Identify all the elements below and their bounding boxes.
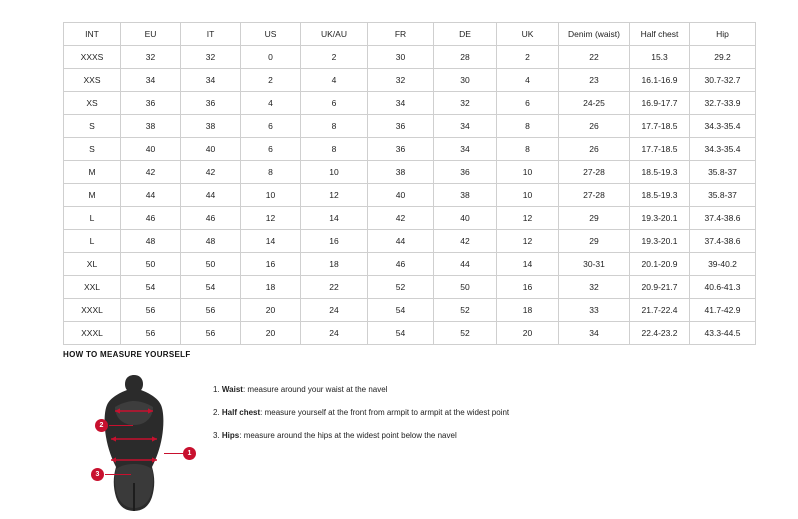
cell-int: XXXS: [64, 46, 121, 69]
cell-uk-au: 14: [301, 207, 368, 230]
cell-us: 14: [241, 230, 301, 253]
cell-us: 6: [241, 115, 301, 138]
cell-hip: 34.3-35.4: [690, 115, 756, 138]
table-row: [64, 138, 756, 161]
cell-fr: 54: [368, 322, 434, 345]
cell-us: 12: [241, 207, 301, 230]
cell-denim-waist: 34: [559, 322, 630, 345]
cell-uk: 8: [497, 115, 559, 138]
cell-it: 50: [181, 253, 241, 276]
cell-uk-au: 18: [301, 253, 368, 276]
cell-us: 10: [241, 184, 301, 207]
cell-eu: 46: [121, 207, 181, 230]
cell-denim-waist: 23: [559, 69, 630, 92]
cell-us: 20: [241, 299, 301, 322]
cell-uk-au: 12: [301, 184, 368, 207]
cell-denim-waist: 26: [559, 138, 630, 161]
column-header-de: DE: [434, 23, 497, 46]
measurement-step-waist: [213, 386, 735, 395]
cell-int: M: [64, 184, 121, 207]
cell-uk: 12: [497, 230, 559, 253]
cell-half-chest: 17.7-18.5: [630, 138, 690, 161]
how-to-measure-body: [63, 373, 735, 513]
cell-it: 36: [181, 92, 241, 115]
cell-fr: 38: [368, 161, 434, 184]
cell-uk: 10: [497, 161, 559, 184]
cell-hip: 39-40.2: [690, 253, 756, 276]
cell-de: 28: [434, 46, 497, 69]
cell-hip: 37.4-38.6: [690, 207, 756, 230]
cell-denim-waist: 24-25: [559, 92, 630, 115]
cell-half-chest: 19.3-20.1: [630, 207, 690, 230]
how-to-measure-section: [63, 350, 735, 513]
table-row: [64, 207, 756, 230]
cell-de: 50: [434, 276, 497, 299]
cell-half-chest: 16.1-16.9: [630, 69, 690, 92]
step-text-hips: : measure around the hips at the widest point below the navel: [239, 430, 457, 440]
cell-us: 6: [241, 138, 301, 161]
column-header-denim-waist: Denim (waist): [559, 23, 630, 46]
cell-denim-waist: 26: [559, 115, 630, 138]
cell-denim-waist: 29: [559, 230, 630, 253]
cell-int: XXL: [64, 276, 121, 299]
cell-denim-waist: 27-28: [559, 161, 630, 184]
cell-de: 40: [434, 207, 497, 230]
cell-it: 54: [181, 276, 241, 299]
table-row: [64, 161, 756, 184]
cell-hip: 41.7-42.9: [690, 299, 756, 322]
cell-fr: 32: [368, 69, 434, 92]
measurement-figure: [63, 373, 213, 513]
cell-eu: 34: [121, 69, 181, 92]
measurement-step-half-chest: [213, 409, 735, 418]
cell-int: L: [64, 230, 121, 253]
cell-hip: 37.4-38.6: [690, 230, 756, 253]
cell-fr: 54: [368, 299, 434, 322]
cell-eu: 56: [121, 299, 181, 322]
step-number-2: 2.: [213, 407, 220, 417]
table-row: [64, 299, 756, 322]
cell-it: 56: [181, 299, 241, 322]
cell-eu: 44: [121, 184, 181, 207]
table-row: [64, 253, 756, 276]
column-header-eu: EU: [121, 23, 181, 46]
cell-half-chest: 16.9-17.7: [630, 92, 690, 115]
cell-de: 42: [434, 230, 497, 253]
cell-hip: 40.6-41.3: [690, 276, 756, 299]
cell-eu: 48: [121, 230, 181, 253]
cell-fr: 40: [368, 184, 434, 207]
cell-us: 4: [241, 92, 301, 115]
step-text-waist: : measure around your waist at the navel: [242, 385, 388, 394]
step-text-half-chest: : measure yourself at the front from armpit to armpit at the widest point: [260, 407, 510, 417]
cell-int: S: [64, 115, 121, 138]
cell-denim-waist: 22: [559, 46, 630, 69]
cell-eu: 32: [121, 46, 181, 69]
table-row: [64, 115, 756, 138]
cell-fr: 36: [368, 138, 434, 161]
column-header-it: IT: [181, 23, 241, 46]
column-header-uk: UK: [497, 23, 559, 46]
cell-uk-au: 10: [301, 161, 368, 184]
cell-eu: 40: [121, 138, 181, 161]
cell-us: 16: [241, 253, 301, 276]
cell-int: XXXL: [64, 322, 121, 345]
column-header-us: US: [241, 23, 301, 46]
cell-uk: 4: [497, 69, 559, 92]
cell-uk: 2: [497, 46, 559, 69]
cell-uk-au: 24: [301, 322, 368, 345]
cell-it: 38: [181, 115, 241, 138]
cell-half-chest: 18.5-19.3: [630, 161, 690, 184]
callout-marker-2: 2: [95, 419, 108, 432]
column-header-hip: Hip: [690, 23, 756, 46]
cell-hip: 35.8-37: [690, 184, 756, 207]
cell-de: 34: [434, 115, 497, 138]
cell-us: 0: [241, 46, 301, 69]
cell-it: 34: [181, 69, 241, 92]
cell-fr: 52: [368, 276, 434, 299]
cell-de: 52: [434, 299, 497, 322]
table-row: [64, 92, 756, 115]
callout-leader-2: [109, 425, 133, 426]
callout-leader-3: [105, 474, 131, 475]
column-header-half-chest: Half chest: [630, 23, 690, 46]
table-row: [64, 230, 756, 253]
cell-uk-au: 24: [301, 299, 368, 322]
cell-it: 48: [181, 230, 241, 253]
cell-hip: 29.2: [690, 46, 756, 69]
cell-half-chest: 20.9-21.7: [630, 276, 690, 299]
cell-fr: 30: [368, 46, 434, 69]
column-header-uk-au: UK/AU: [301, 23, 368, 46]
cell-fr: 44: [368, 230, 434, 253]
cell-de: 44: [434, 253, 497, 276]
step-number-1: 1.: [213, 385, 220, 394]
cell-denim-waist: 27-28: [559, 184, 630, 207]
cell-int: XXXL: [64, 299, 121, 322]
cell-eu: 42: [121, 161, 181, 184]
step-number-3: 3.: [213, 430, 220, 440]
cell-uk: 8: [497, 138, 559, 161]
cell-uk-au: 6: [301, 92, 368, 115]
cell-int: L: [64, 207, 121, 230]
cell-uk-au: 8: [301, 115, 368, 138]
table-row: [64, 69, 756, 92]
cell-uk: 10: [497, 184, 559, 207]
cell-it: 42: [181, 161, 241, 184]
cell-int: S: [64, 138, 121, 161]
step-term-hips: Hips: [221, 430, 240, 440]
cell-uk: 20: [497, 322, 559, 345]
cell-hip: 34.3-35.4: [690, 138, 756, 161]
cell-denim-waist: 30-31: [559, 253, 630, 276]
cell-it: 56: [181, 322, 241, 345]
table-row: [64, 322, 756, 345]
cell-half-chest: 21.7-22.4: [630, 299, 690, 322]
table-row: [64, 276, 756, 299]
cell-half-chest: 20.1-20.9: [630, 253, 690, 276]
cell-hip: 32.7-33.9: [690, 92, 756, 115]
column-header-int: INT: [64, 23, 121, 46]
step-term-waist: Waist: [221, 385, 243, 394]
cell-half-chest: 19.3-20.1: [630, 230, 690, 253]
cell-uk: 6: [497, 92, 559, 115]
cell-uk-au: 8: [301, 138, 368, 161]
cell-eu: 36: [121, 92, 181, 115]
cell-fr: 42: [368, 207, 434, 230]
cell-de: 30: [434, 69, 497, 92]
cell-us: 20: [241, 322, 301, 345]
cell-int: XL: [64, 253, 121, 276]
cell-half-chest: 15.3: [630, 46, 690, 69]
cell-uk: 16: [497, 276, 559, 299]
cell-de: 32: [434, 92, 497, 115]
callout-leader-1: [164, 453, 184, 454]
cell-de: 34: [434, 138, 497, 161]
step-term-half-chest: Half chest: [221, 407, 261, 417]
cell-hip: 30.7-32.7: [690, 69, 756, 92]
cell-denim-waist: 32: [559, 276, 630, 299]
callout-marker-3: 3: [91, 468, 104, 481]
cell-eu: 50: [121, 253, 181, 276]
cell-de: 38: [434, 184, 497, 207]
cell-us: 2: [241, 69, 301, 92]
how-to-measure-title: HOW TO MEASURE YOURSELF: [63, 350, 191, 359]
cell-eu: 54: [121, 276, 181, 299]
column-header-fr: FR: [368, 23, 434, 46]
cell-it: 46: [181, 207, 241, 230]
cell-hip: 43.3-44.5: [690, 322, 756, 345]
cell-uk: 14: [497, 253, 559, 276]
cell-denim-waist: 29: [559, 207, 630, 230]
cell-eu: 38: [121, 115, 181, 138]
cell-int: M: [64, 161, 121, 184]
cell-us: 8: [241, 161, 301, 184]
cell-half-chest: 18.5-19.3: [630, 184, 690, 207]
cell-uk-au: 2: [301, 46, 368, 69]
cell-denim-waist: 33: [559, 299, 630, 322]
cell-int: XXS: [64, 69, 121, 92]
table-row: [64, 46, 756, 69]
cell-fr: 36: [368, 115, 434, 138]
mannequin-illustration: [91, 373, 177, 513]
cell-uk: 18: [497, 299, 559, 322]
cell-uk-au: 4: [301, 69, 368, 92]
cell-hip: 35.8-37: [690, 161, 756, 184]
measurement-step-hips: [213, 432, 735, 441]
cell-de: 52: [434, 322, 497, 345]
cell-us: 18: [241, 276, 301, 299]
cell-fr: 34: [368, 92, 434, 115]
callout-marker-1: 1: [183, 447, 196, 460]
cell-fr: 46: [368, 253, 434, 276]
measurement-steps: [213, 373, 735, 454]
cell-it: 40: [181, 138, 241, 161]
cell-int: XS: [64, 92, 121, 115]
cell-it: 32: [181, 46, 241, 69]
size-table: [63, 22, 756, 345]
table-header-row: [64, 23, 756, 46]
cell-half-chest: 22.4-23.2: [630, 322, 690, 345]
cell-eu: 56: [121, 322, 181, 345]
cell-uk: 12: [497, 207, 559, 230]
size-chart: [63, 22, 741, 345]
table-row: [64, 184, 756, 207]
cell-it: 44: [181, 184, 241, 207]
cell-uk-au: 16: [301, 230, 368, 253]
cell-half-chest: 17.7-18.5: [630, 115, 690, 138]
cell-uk-au: 22: [301, 276, 368, 299]
cell-de: 36: [434, 161, 497, 184]
